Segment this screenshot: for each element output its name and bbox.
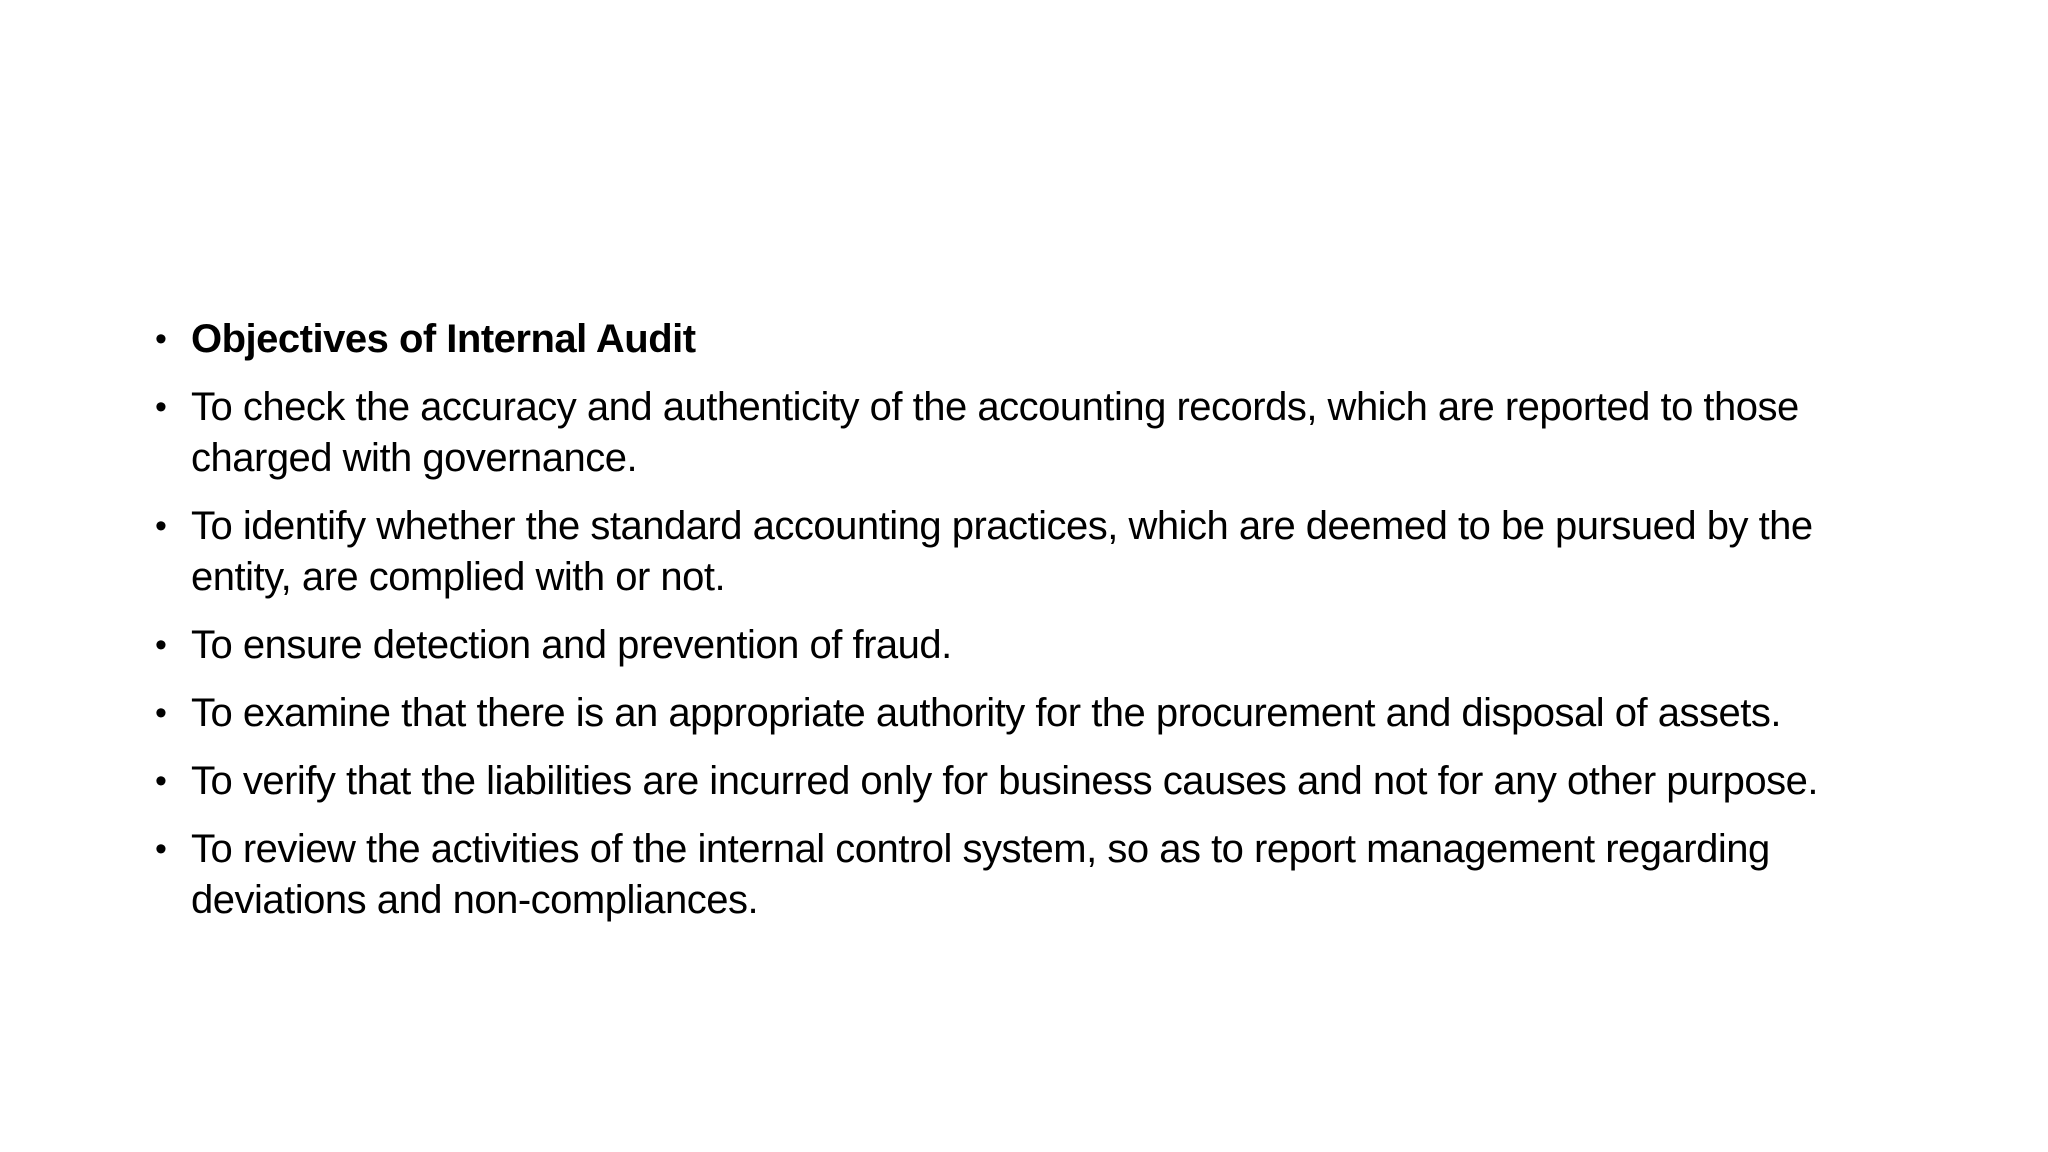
bullet-text: To review the activities of the internal control system, so as to report management regarding deviations and non-compliances. [191, 827, 1770, 922]
bullet-dot-icon: • [155, 320, 167, 358]
bullet-dot-icon: • [155, 626, 167, 664]
bullet-dot-icon: • [155, 694, 167, 732]
bullet-item [155, 756, 1915, 807]
bullet-text: To identify whether the standard accounting practices, which are deemed to be pursued by the entity, are complied with or not. [191, 504, 1813, 599]
bullet-item [155, 620, 1915, 671]
bullet-text: To ensure detection and prevention of fraud. [191, 623, 952, 667]
bullet-item [155, 824, 1915, 926]
bullet-item [155, 501, 1915, 603]
bullet-text: To check the accuracy and authenticity of the accounting records, which are reported to those charged with governance. [191, 385, 1799, 480]
bullet-text: Objectives of Internal Audit [191, 317, 696, 361]
bullet-dot-icon: • [155, 388, 167, 426]
bullet-item-heading [155, 314, 1915, 365]
bullet-dot-icon: • [155, 762, 167, 800]
bullet-list [155, 314, 1915, 943]
bullet-text: To verify that the liabilities are incurred only for business causes and not for any other purpose. [191, 759, 1818, 803]
bullet-text: To examine that there is an appropriate authority for the procurement and disposal of assets. [191, 691, 1781, 735]
bullet-item [155, 382, 1915, 484]
bullet-dot-icon: • [155, 507, 167, 545]
bullet-item [155, 688, 1915, 739]
bullet-dot-icon: • [155, 830, 167, 868]
